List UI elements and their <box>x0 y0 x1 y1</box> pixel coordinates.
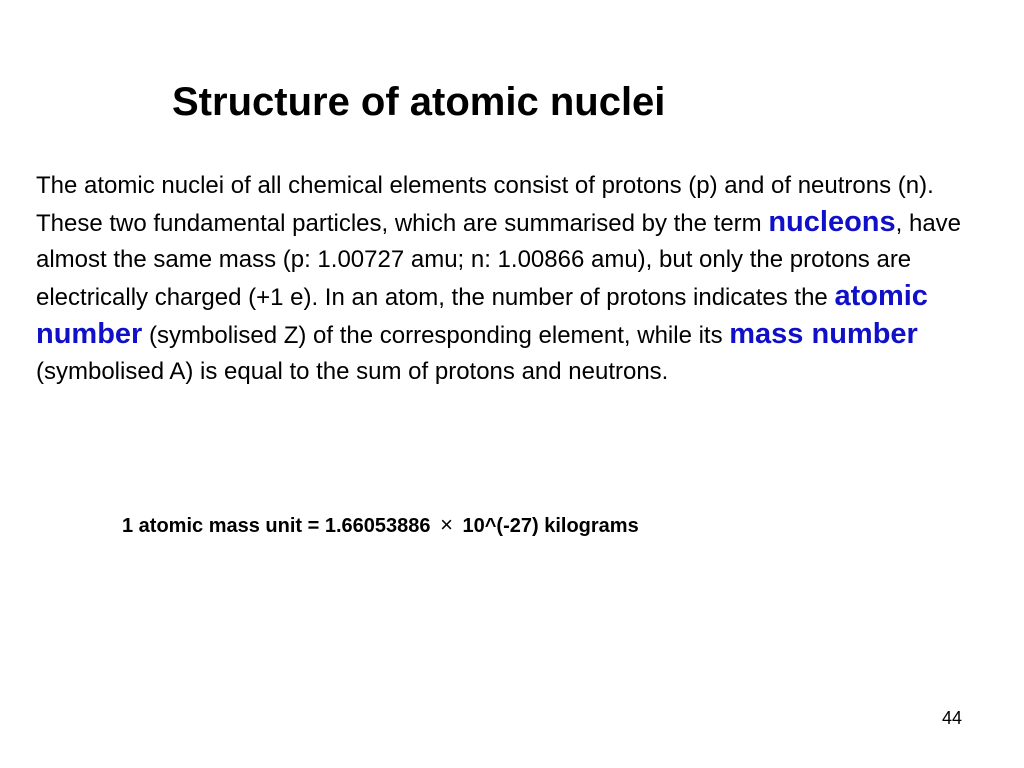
keyword-mass-number: mass number <box>729 318 918 350</box>
formula-left: 1 atomic mass unit = 1.66053886 <box>122 515 431 537</box>
amu-formula <box>122 511 639 540</box>
keyword-atomic-number: atomic number <box>36 280 928 350</box>
formula-right: 10^(-27) kilograms <box>462 515 639 537</box>
body-text-4: (symbolised A) is equal to the sum of protons and neutrons. <box>36 358 669 385</box>
body-text-2: , have almost the same mass (p: 1.00727 amu; n: 1.00866 amu), but only the protons are electrically charged (+1 e). In an atom, the number of protons indicates the <box>36 210 962 311</box>
body-text-1: The atomic nuclei of all chemical elements consist of protons (p) and of neutrons (n). These two fundamental particles, which are summarised by the term <box>36 172 934 237</box>
slide-title: Structure of atomic nuclei <box>172 80 666 124</box>
times-sign: × <box>440 512 453 537</box>
keyword-nucleons: nucleons <box>768 206 896 238</box>
body-text-3: (symbolised Z) of the corresponding element, while its <box>142 322 730 349</box>
page-number: 44 <box>941 708 962 728</box>
body-paragraph <box>36 168 996 390</box>
